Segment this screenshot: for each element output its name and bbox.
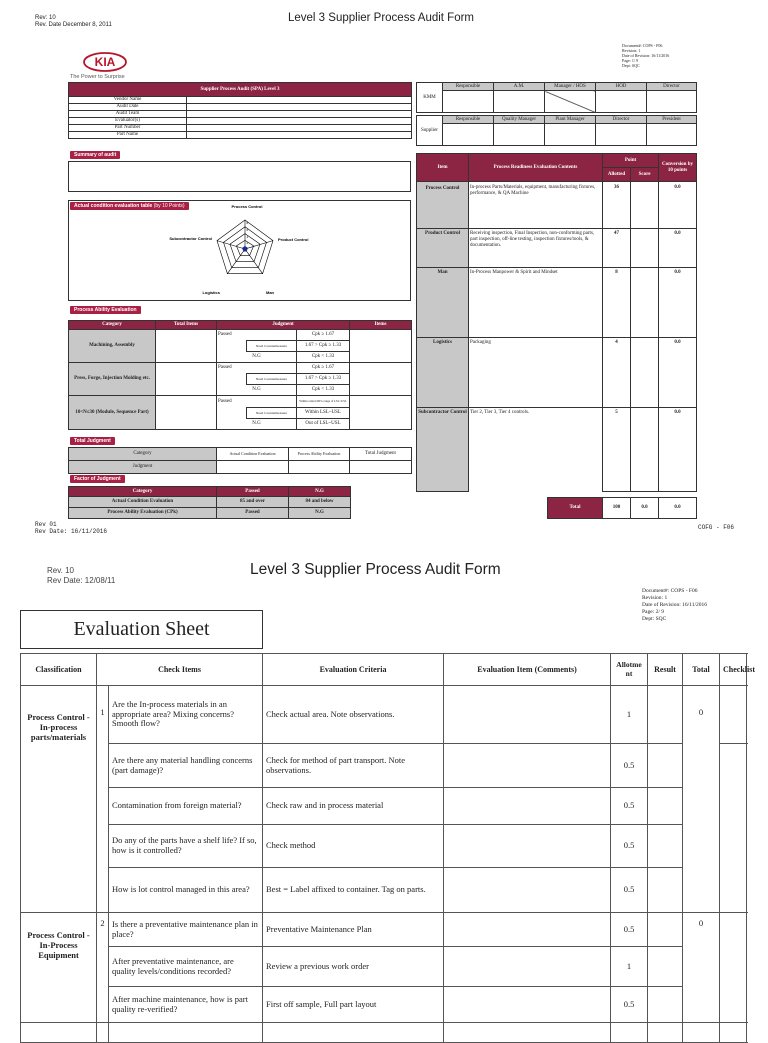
result-cell[interactable] — [648, 947, 683, 987]
radar-chart — [160, 200, 330, 300]
sign-box[interactable] — [647, 91, 697, 113]
total-cell: 0 — [683, 686, 720, 913]
approval-table: KMM Responsible A.M. Manager / HOS HOD Director Supplier Responsible Quality Manager Plant Manager Director President — [416, 82, 697, 146]
radar-label: Subcontractor Control — [169, 236, 212, 241]
table-row: After machine maintenance, how is part quality re-verified? First off sample, Full part layout 0.5 — [21, 987, 747, 1023]
col-header: Check Items — [97, 654, 263, 686]
judgment-cell[interactable] — [217, 461, 289, 474]
spa-value[interactable] — [187, 111, 412, 118]
comment-cell[interactable] — [444, 913, 611, 947]
checklist-cell[interactable] — [720, 686, 747, 744]
footer-rev: Rev 01 — [35, 521, 57, 528]
sign-box[interactable] — [443, 124, 494, 146]
radar-label: Process Control — [231, 204, 263, 209]
col-header: Evaluation Criteria — [263, 654, 444, 686]
total-items-cell[interactable] — [156, 363, 217, 396]
table-row: Process Control - In-process parts/materials 1 Are the In-process materials in an appropriate area? Mixing concerns? Smooth flow? Check actual area. Note observations. 1 0 — [21, 686, 747, 744]
page-title: Level 3 Supplier Process Audit Form — [288, 12, 475, 24]
supplier-label: Supplier — [417, 116, 443, 146]
document-info: Document#: COPS - F06 Revision: 1 Date of Revision: 16/11/2016 Page: 2/ 9 Dept: SQC — [642, 588, 708, 622]
radar-tick: 4 — [246, 235, 249, 239]
sign-box-slashed[interactable] — [545, 91, 596, 113]
result-cell[interactable] — [648, 825, 683, 868]
sign-box[interactable] — [494, 91, 545, 113]
page-title: Level 3 Supplier Process Audit Form — [250, 561, 501, 578]
radar-tick: 2 — [246, 241, 249, 245]
rev-label: Rev: 10 — [35, 15, 56, 21]
comment-cell[interactable] — [444, 868, 611, 913]
classification-cell: Process Control - In-process parts/materials — [21, 686, 97, 913]
spa-value[interactable] — [187, 104, 412, 111]
result-cell[interactable] — [648, 913, 683, 947]
radar-label: Logistics — [202, 290, 220, 295]
table-row: Process Control - In-Process Equipment 2 Is there a preventative maintenance plan in place? Preventative Maintenance Plan 0.5 0 — [21, 913, 747, 947]
group-number: 1 — [97, 686, 109, 913]
col-header: Checklist — [720, 654, 747, 686]
score-cell[interactable] — [631, 229, 659, 268]
radar-label: Product Control — [278, 237, 309, 242]
evaluation-sheet-title: Evaluation Sheet — [20, 610, 263, 649]
sign-box[interactable] — [443, 91, 494, 113]
spa-value[interactable] — [187, 125, 412, 132]
result-cell[interactable] — [648, 788, 683, 825]
spa-table — [68, 82, 412, 139]
comment-cell[interactable] — [444, 1023, 611, 1043]
score-cell[interactable] — [631, 338, 659, 408]
pae-table: Category Total Items Judgment Items Machining, Assembly Passed Cpk ≥ 1.67 Need Countermeasure 1.67 > Cpk ≥ 1.33 N.G Cpk < 1.33 Press, Forge, Injection Molding etc. Passed Cpk ≥ 1.67 Need Countermeasure 1.67 > Cpk ≥ 1.33 N.G Cpk < 1.33 10<N≤30 (Module, Sequence Part) Passed Within central 60% range of LSL~USL Need Countermeasure Within LSL~USL N.G Out of LSL~USL — [68, 320, 412, 430]
comment-cell[interactable] — [444, 825, 611, 868]
sign-box[interactable] — [647, 124, 697, 146]
evaluation-table — [20, 653, 756, 1043]
result-cell[interactable] — [648, 1023, 683, 1043]
spa-field: Audit Team — [69, 111, 187, 118]
table-row: Do any of the parts have a shelf life? If so, how is it controlled? Check method 0.5 — [21, 825, 747, 868]
document-info: Document#: COPS - F06 Revision: 1 Date of Revision: 16/11/2016 Page: 1/ 9 Dept: SQC — [622, 43, 670, 68]
table-row: Are there any material handling concerns (part damage)? Check for method of part transport. Note observations. 0.5 — [21, 744, 747, 788]
col-header: Total — [683, 654, 720, 686]
classification-cell: Process Control - In-Process Equipment — [21, 913, 97, 1023]
radar-tick: 6 — [246, 228, 249, 232]
actual-condition-label: Actual condition evaluation table (by 10 Points) — [70, 202, 189, 210]
score-cell[interactable] — [631, 182, 659, 229]
spa-field: Vendor Name — [69, 97, 187, 104]
sign-box[interactable] — [494, 124, 545, 146]
summary-label: Summary of audit — [70, 151, 120, 159]
spa-field: Audit Date — [69, 104, 187, 111]
radar-label: Man — [266, 290, 274, 295]
rev-label: Rev. 10 — [47, 566, 74, 575]
pae-label: Process Ability Evaluation — [70, 306, 141, 314]
table-row: After preventative maintenance, are quality levels/conditions recorded? Review a previous work order 1 — [21, 947, 747, 987]
logo-slogan: The Power to Surprise — [70, 74, 125, 80]
process-readiness-table: Item Process Readiness Evaluation Contents Point Conversion by 10 points Allotted Score Process Control In-process Parts/Materials, equipment, manufacturing fixtures, performance, & QA Machine 36 0.0 Product Control Receiving inspection, Final Inspection, non-conforming parts, part inspection, off-line testing, inspection fixtures/tools, & documentation. 47 0.0 Man In-Process Manpower & Spirit and Mindset 8 0.0 Logistics Packaging 4 0.0 Subcontractor Control Tier 2, Tier 3, Tier 4 controls. 5 0.0 — [416, 153, 697, 492]
sign-box[interactable] — [545, 124, 596, 146]
checklist-cell[interactable] — [720, 744, 747, 913]
spa-value[interactable] — [187, 118, 412, 125]
total-items-cell[interactable] — [156, 396, 217, 430]
result-cell[interactable] — [648, 686, 683, 744]
factor-judgment-label: Factor of Judgment — [70, 475, 125, 483]
spa-field: Evaluator(s) — [69, 118, 187, 125]
result-cell[interactable] — [648, 744, 683, 788]
factor-judgment-table: Category Passed N.G Actual Condition Evaluation 85 and over 84 and below Process Ability Evaluation (CPk) Passed N.G — [68, 486, 351, 519]
kia-logo — [83, 52, 127, 72]
spa-value[interactable] — [187, 132, 412, 139]
col-header: Classification — [21, 654, 97, 686]
spa-field: Part Number — [69, 125, 187, 132]
result-cell[interactable] — [648, 987, 683, 1023]
total-row: Total 100 0.0 0.0 — [547, 497, 697, 519]
table-row — [21, 1023, 747, 1043]
judgment-cell[interactable] — [350, 461, 412, 474]
items-cell[interactable] — [350, 363, 412, 396]
spa-field: Part Name — [69, 132, 187, 139]
table-row: How is lot control managed in this area? Best = Label affixed to container. Tag on parts. 0.5 — [21, 868, 747, 913]
logo-text: KIA — [94, 55, 116, 69]
rev-date: Rev. Date December 8, 2011 — [35, 22, 112, 28]
sign-box[interactable] — [596, 91, 647, 113]
table-row: Contamination from foreign material? Check raw and in process material 0.5 — [21, 788, 747, 825]
sign-box[interactable] — [596, 124, 647, 146]
col-header: Allotme nt — [611, 654, 648, 686]
comment-cell[interactable] — [444, 744, 611, 788]
score-cell[interactable] — [631, 408, 659, 492]
footer-date: Rev Date: 16/11/2016 — [35, 528, 108, 535]
radar-tick: 8 — [246, 221, 249, 225]
result-cell[interactable] — [648, 868, 683, 913]
checklist-cell[interactable] — [720, 913, 747, 1023]
total-judgment-table: Category Actual Condition Evaluation Process Ability Evaluation Total Judgment Judgment — [68, 447, 412, 474]
judgment-cell[interactable] — [289, 461, 350, 474]
items-cell[interactable] — [350, 330, 412, 363]
total-items-cell[interactable] — [156, 330, 217, 363]
spa-value[interactable] — [187, 97, 412, 104]
total-cell: 0 — [683, 913, 720, 1023]
spa-title: Supplier Process Audit (SPA) Level 3 — [69, 83, 412, 97]
comment-cell[interactable] — [444, 947, 611, 987]
group-number: 2 — [97, 913, 109, 1023]
summary-box[interactable] — [68, 161, 411, 192]
comment-cell[interactable] — [444, 788, 611, 825]
score-cell[interactable] — [631, 268, 659, 338]
col-header: Evaluation Item (Comments) — [444, 654, 611, 686]
comment-cell[interactable] — [444, 987, 611, 1023]
total-judgment-label: Total Judgment — [70, 437, 115, 445]
items-cell[interactable] — [350, 396, 412, 430]
footer-code: COFG - F06 — [698, 524, 735, 531]
kmm-label: KMM — [417, 83, 443, 113]
rev-date: Rev Date: 12/08/11 — [47, 575, 116, 585]
col-header: Result — [648, 654, 683, 686]
comment-cell[interactable] — [444, 686, 611, 744]
